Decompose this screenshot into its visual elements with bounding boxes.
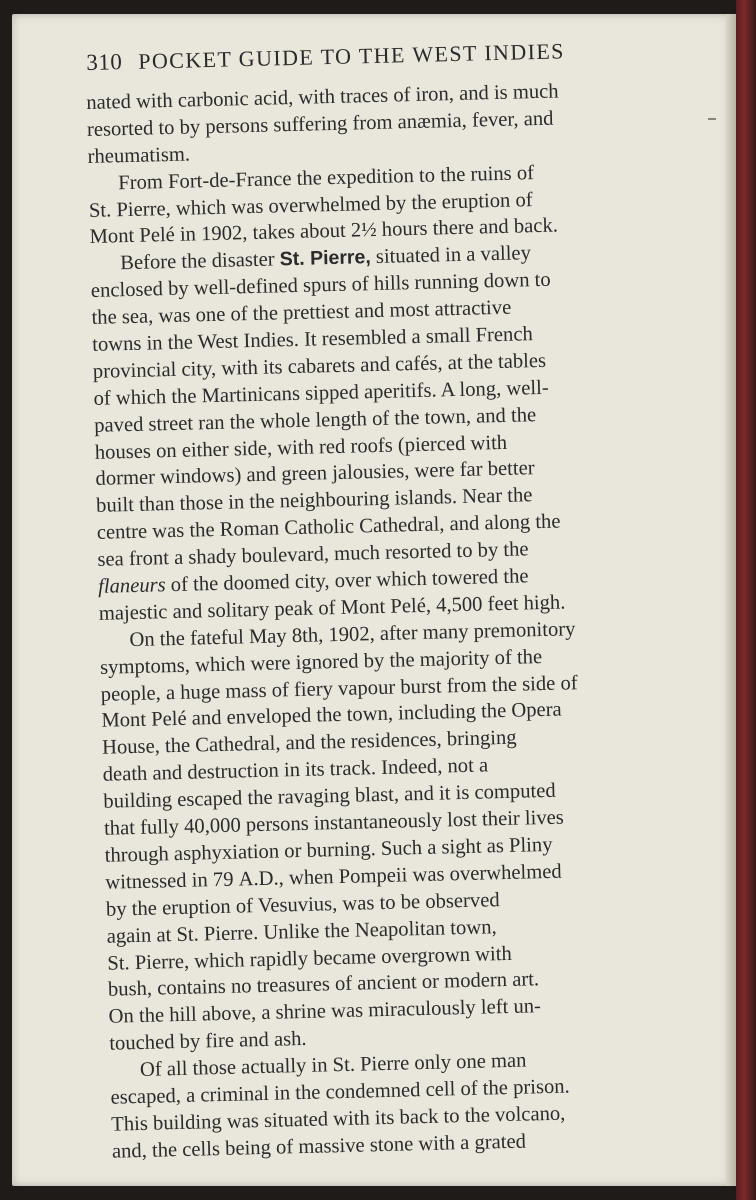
text-run-bold: St. Pierre,: [279, 246, 372, 271]
text-run: and, the cells being of massive stone with a grated: [111, 1130, 527, 1163]
text-run: building escaped the ravaging blast, and it is computed: [103, 779, 556, 813]
text-run: bush, contains no treasures of ancient or modern art.: [107, 968, 540, 1002]
text-run: situated in a valley: [370, 242, 532, 269]
text-run: towns in the West Indies. It resembled a small French: [91, 323, 534, 356]
text-run: by the eruption of Vesuvius, was to be observed: [105, 888, 500, 921]
text-run: Mont Pelé and enveloped the town, including the Opera: [101, 699, 562, 733]
text-run: houses on either side, with red roofs (pierced with: [94, 431, 508, 464]
text-run: dormer windows) and green jalousies, were far better: [95, 457, 535, 491]
text-run: of the doomed city, over which towered the: [165, 565, 529, 597]
text-run-italic: flaneurs: [97, 574, 166, 598]
text-run: witnessed in 79: [105, 868, 239, 894]
book-binding-edge: [736, 0, 756, 1200]
text-run: On the fateful May 8th, 1902, after many premonitory: [129, 618, 576, 651]
text-run: the sea, was one of the prettiest and most attractive: [91, 296, 512, 330]
text-run: touched by fire and ash.: [109, 1028, 307, 1055]
text-run: nated with carbonic acid, with traces of iron, and is much: [86, 80, 559, 114]
text-run-smallcaps: A.D.: [238, 867, 279, 891]
text-run: centre was the Roman Catholic Cathedral, and along the: [96, 510, 561, 545]
running-title: POCKET GUIDE TO THE WEST INDIES: [137, 38, 566, 74]
text-run: St. Pierre, which rapidly became overgrown with: [107, 942, 513, 975]
text-run: that fully 40,000 persons instantaneously lost their lives: [103, 806, 565, 840]
page-edge: [726, 14, 736, 1186]
text-run: death and destruction in its track. Indeed, not a: [102, 754, 489, 787]
text-run: From Fort-de-France the expedition to the ruins of: [118, 161, 535, 194]
text-run: of which the Martinicans sipped aperitifs. A long, well-: [93, 376, 549, 410]
text-run: paved street ran the whole length of the town, and the: [93, 403, 537, 437]
text-run: On the hill above, a shrine was miraculously left un-: [108, 995, 542, 1029]
text-run: escaped, a criminal in the condemned cell of the prison.: [110, 1075, 570, 1109]
text-run: This building was situated with its back to the volcano,: [111, 1102, 566, 1136]
text-run: symptoms, which were ignored by the majority of the: [99, 645, 543, 679]
text-run: House, the Cathedral, and the residences, bringing: [101, 727, 517, 760]
body-text: [86, 75, 730, 1165]
text-run: sea front a shady boulevard, much resorted to by the: [97, 538, 529, 571]
text-run: enclosed by well-defined spurs of hills running down to: [90, 268, 551, 303]
text-run: , when Pompeii was overwhelmed: [278, 860, 562, 890]
text-run: resorted to by persons suffering from anæmia, fever, and: [86, 107, 554, 141]
text-run: built than those in the neighbouring islands. Near the: [95, 484, 533, 518]
text-run: majestic and solitary peak of Mont Pelé, 4,500 feet high.: [98, 591, 566, 625]
text-run: Before the disaster: [119, 248, 281, 275]
text-run: provincial city, with its cabarets and cafés, at the tables: [92, 349, 547, 383]
margin-mark: [708, 118, 716, 120]
text-run: Mont Pelé in 1902, takes about 2½ hours there and back.: [89, 214, 559, 249]
text-run: Of all those actually in St. Pierre only one man: [139, 1049, 527, 1082]
text-run: rheumatism.: [87, 143, 191, 168]
text-run: St. Pierre, which was overwhelmed by the eruption of: [88, 188, 533, 222]
text-run: again at St. Pierre. Unlike the Neapolitan town,: [106, 915, 497, 948]
text-run: people, a huge mass of fiery vapour burst from the side of: [100, 671, 578, 706]
page-number: 310: [86, 49, 123, 75]
text-run: through asphyxiation or burning. Such a sight as Pliny: [104, 833, 553, 867]
